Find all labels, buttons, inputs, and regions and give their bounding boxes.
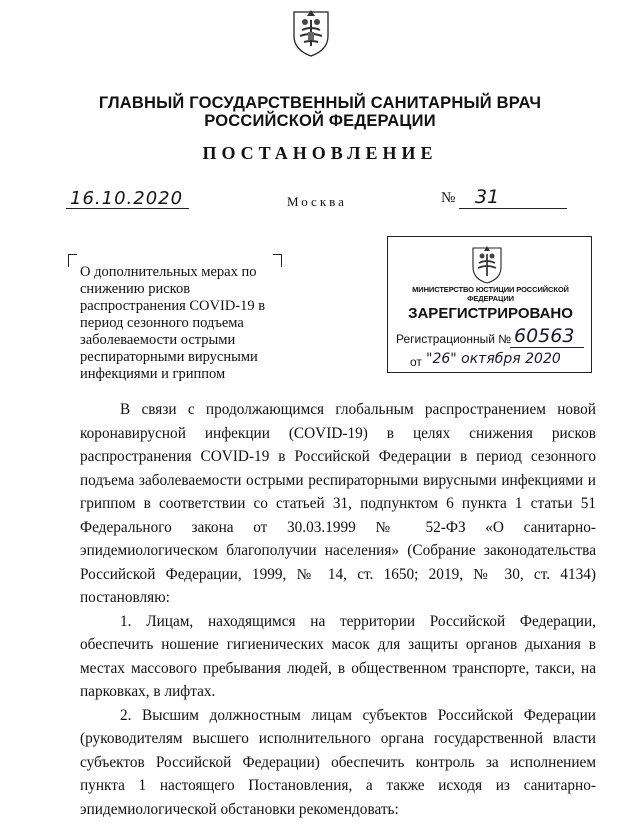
number-label: № bbox=[441, 190, 456, 206]
document-type: ПОСТАНОВЛЕНИЕ bbox=[202, 143, 438, 163]
body-paragraph: 1. Лицам, находящимся на территории Российской Федерации, обеспечить ношение гигиенических масок для защиты органов дыхания в местах массового пребывания людей, в общественном транспорте, такси, на парковках, в лифтах. bbox=[80, 612, 596, 700]
reg-number-underline bbox=[510, 347, 584, 348]
document-subject: О дополнительных мерах по снижению рисков распространения COVID-19 в период сезонного подъема заболеваемости острыми респираторными вирусными инфекциями и гриппом bbox=[80, 264, 266, 382]
body-paragraph: В связи с продолжающимся глобальным распространением новой коронавирусной инфекции (COVID-19) в целях снижения рисков распространения COVID-19 в Российской Федерации в период сезонного подъема заболеваемости острыми респираторными вирусными инфекциями и гриппом в соответствии со статьей 31, подпунктом 6 пункта 1 статьи 51 Федерального закона от 30.03.1999 № 52-ФЗ «О санитарно-эпидемиологическом благополучии населения» (Собрание законодательства Российской Федерации, 1999, № 14, ст. 1650; 2019, № 30, ст. 4134) постановляю: bbox=[80, 401, 596, 606]
stamp-ministry: МИНИСТЕРСТВО ЮСТИЦИИ РОССИЙСКОЙ ФЕДЕРАЦИИ bbox=[412, 285, 569, 303]
authority-line-1: ГЛАВНЫЙ ГОСУДАРСТВЕННЫЙ САНИТАРНЫЙ ВРАЧ bbox=[98, 94, 542, 112]
coat-of-arms-icon bbox=[290, 6, 332, 58]
authority-line-2: РОССИЙСКОЙ ФЕДЕРАЦИИ bbox=[204, 112, 436, 130]
stamp-reg-date: "26" октября 2020 bbox=[426, 351, 561, 367]
stamp-coat-of-arms-icon bbox=[470, 243, 504, 285]
bracket-top-left bbox=[68, 254, 77, 267]
stamp-from-label: от bbox=[410, 355, 422, 369]
document-place: Москва bbox=[287, 194, 347, 209]
body-paragraph: 2. Высшим должностным лицам субъектов Российской Федерации (руководителям высшего исполнительного органа государственной власти субъектов Российской Федерации) обеспечить контроль за исполнением пункта 1 настоящего Постановления, а также исходя из санитарно-эпидемиологической обстановки рекомендовать: bbox=[80, 706, 596, 818]
document-body bbox=[80, 398, 596, 821]
document-number: 31 bbox=[475, 186, 500, 208]
number-underline bbox=[459, 208, 567, 209]
registration-stamp bbox=[387, 236, 592, 373]
stamp-reg-label: Регистрационный № bbox=[396, 332, 512, 346]
date-underline bbox=[66, 208, 189, 209]
stamp-reg-number: 60563 bbox=[514, 325, 575, 347]
document-date: 16.10.2020 bbox=[70, 188, 184, 209]
stamp-status: ЗАРЕГИСТРИРОВАНО bbox=[408, 305, 573, 322]
